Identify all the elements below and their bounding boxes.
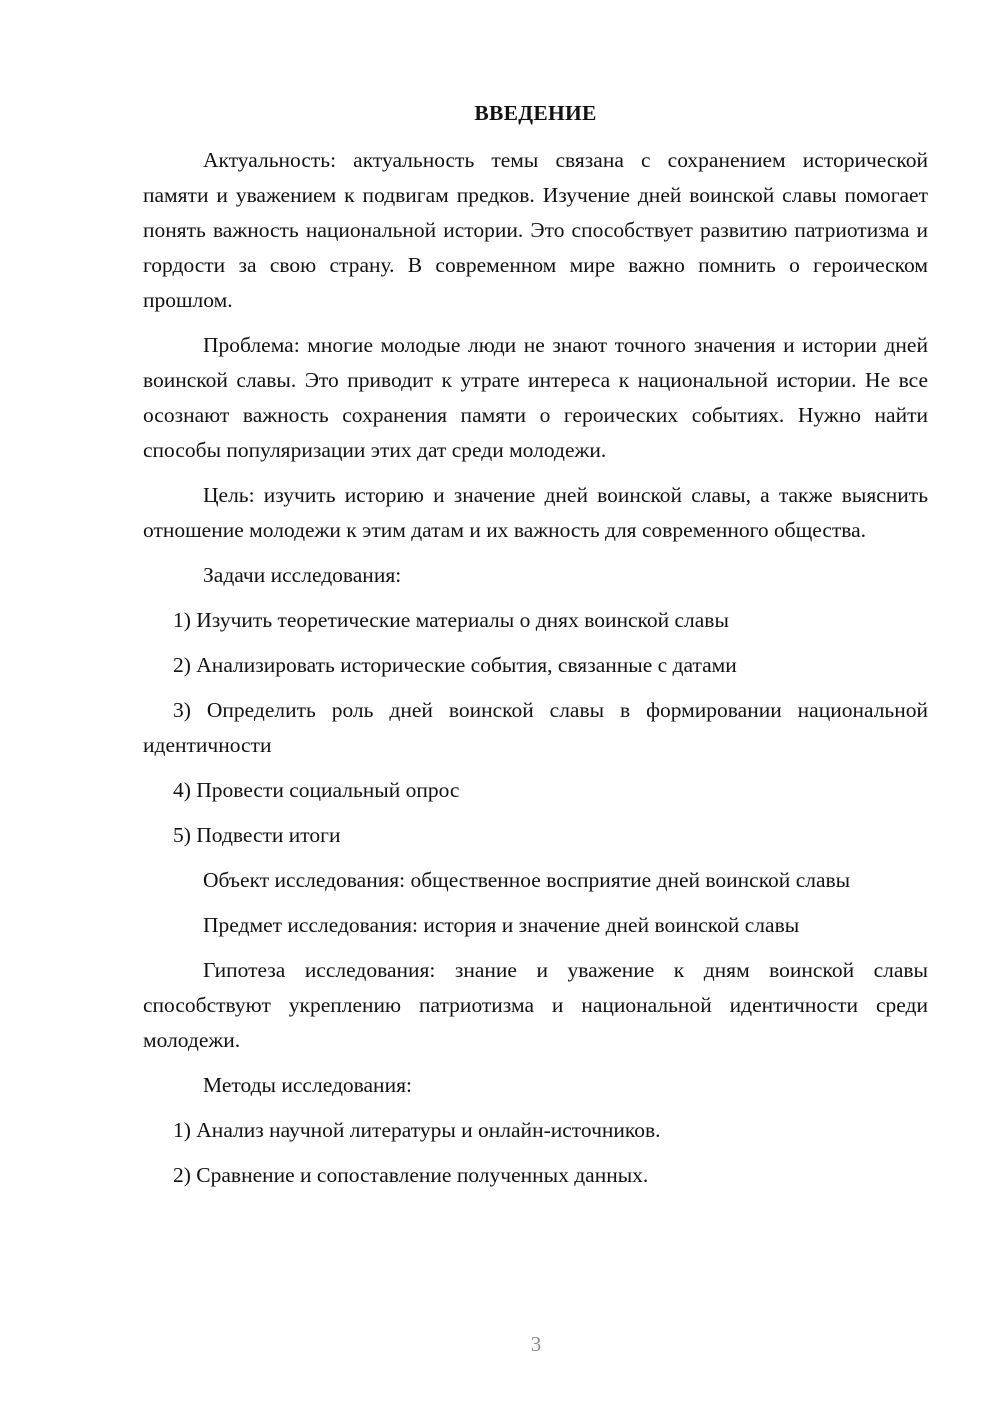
page-number: 3 (530, 1332, 542, 1356)
section-heading: ВВЕДЕНИЕ (474, 101, 597, 125)
tasks-title: Задачи исследования: (203, 563, 402, 587)
document-page (143, 96, 928, 1203)
goal-paragraph: Цель: изучить историю и значение дней воинской славы, а также выяснить отношение молодежи к этим датам и их важность для современного общества. (143, 483, 928, 542)
method-item: 1) Анализ научной литературы и онлайн-источников. (173, 1118, 661, 1142)
task-item: 2) Анализировать исторические события, связанные с датами (173, 653, 737, 677)
task-item: 5) Подвести итоги (173, 823, 341, 847)
method-item: 2) Сравнение и сопоставление полученных данных. (173, 1163, 649, 1187)
methods-title: Методы исследования: (203, 1073, 412, 1097)
relevance-paragraph: Актуальность: актуальность темы связана с сохранением исторической памяти и уважением к подвигам предков. Изучение дней воинской славы помогает понять важность национальной истории. Это способствует развитию патриотизма и гордости за свою страну. В современном мире важно помнить о героическом прошлом. (143, 148, 928, 312)
object-paragraph: Объект исследования: общественное восприятие дней воинской славы (203, 868, 851, 892)
hypothesis-paragraph: Гипотеза исследования: знание и уважение к дням воинской славы способствуют укреплению патриотизма и национальной идентичности среди молодежи. (143, 958, 928, 1052)
task-item: 1) Изучить теоретические материалы о днях воинской славы (173, 608, 729, 632)
task-item: 4) Провести социальный опрос (173, 778, 460, 802)
problem-paragraph: Проблема: многие молодые люди не знают точного значения и истории дней воинской славы. Это приводит к утрате интереса к национальной истории. Не все осознают важность сохранения памяти о героических событиях. Нужно найти способы популяризации этих дат среди молодежи. (143, 333, 928, 462)
subject-paragraph: Предмет исследования: история и значение дней воинской славы (203, 913, 800, 937)
task-item: 3) Определить роль дней воинской славы в формировании национальной идентичности (143, 698, 928, 757)
